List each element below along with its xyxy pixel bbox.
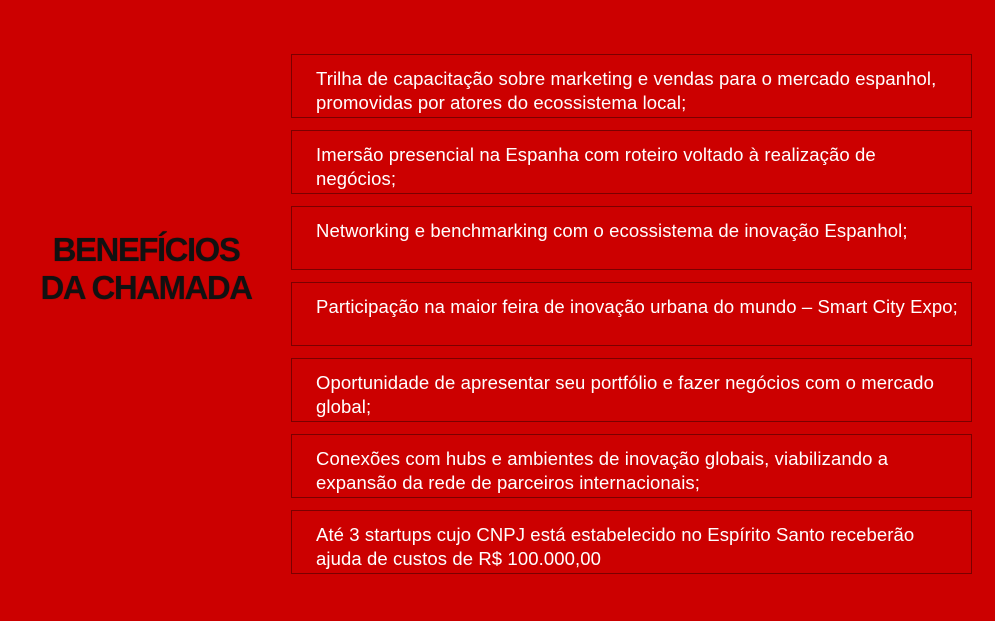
benefit-item: Conexões com hubs e ambientes de inovação globais, viabilizando a expansão da rede de parceiros internacionais; [291, 434, 972, 498]
benefit-item: Oportunidade de apresentar seu portfólio e fazer negócios com o mercado global; [291, 358, 972, 422]
benefit-item: Trilha de capacitação sobre marketing e vendas para o mercado espanhol, promovidas por atores do ecossistema local; [291, 54, 972, 118]
benefit-item: Imersão presencial na Espanha com roteiro voltado à realização de negócios; [291, 130, 972, 194]
heading-line-2: DA CHAMADA [40, 269, 252, 306]
benefit-item: Networking e benchmarking com o ecossistema de inovação Espanhol; [291, 206, 972, 270]
benefits-list [291, 54, 972, 574]
section-heading [0, 231, 292, 307]
benefit-item: Participação na maior feira de inovação urbana do mundo – Smart City Expo; [291, 282, 972, 346]
heading-line-1: BENEFÍCIOS [52, 231, 240, 268]
benefit-item: Até 3 startups cujo CNPJ está estabelecido no Espírito Santo receberão ajuda de custos de R$ 100.000,00 [291, 510, 972, 574]
